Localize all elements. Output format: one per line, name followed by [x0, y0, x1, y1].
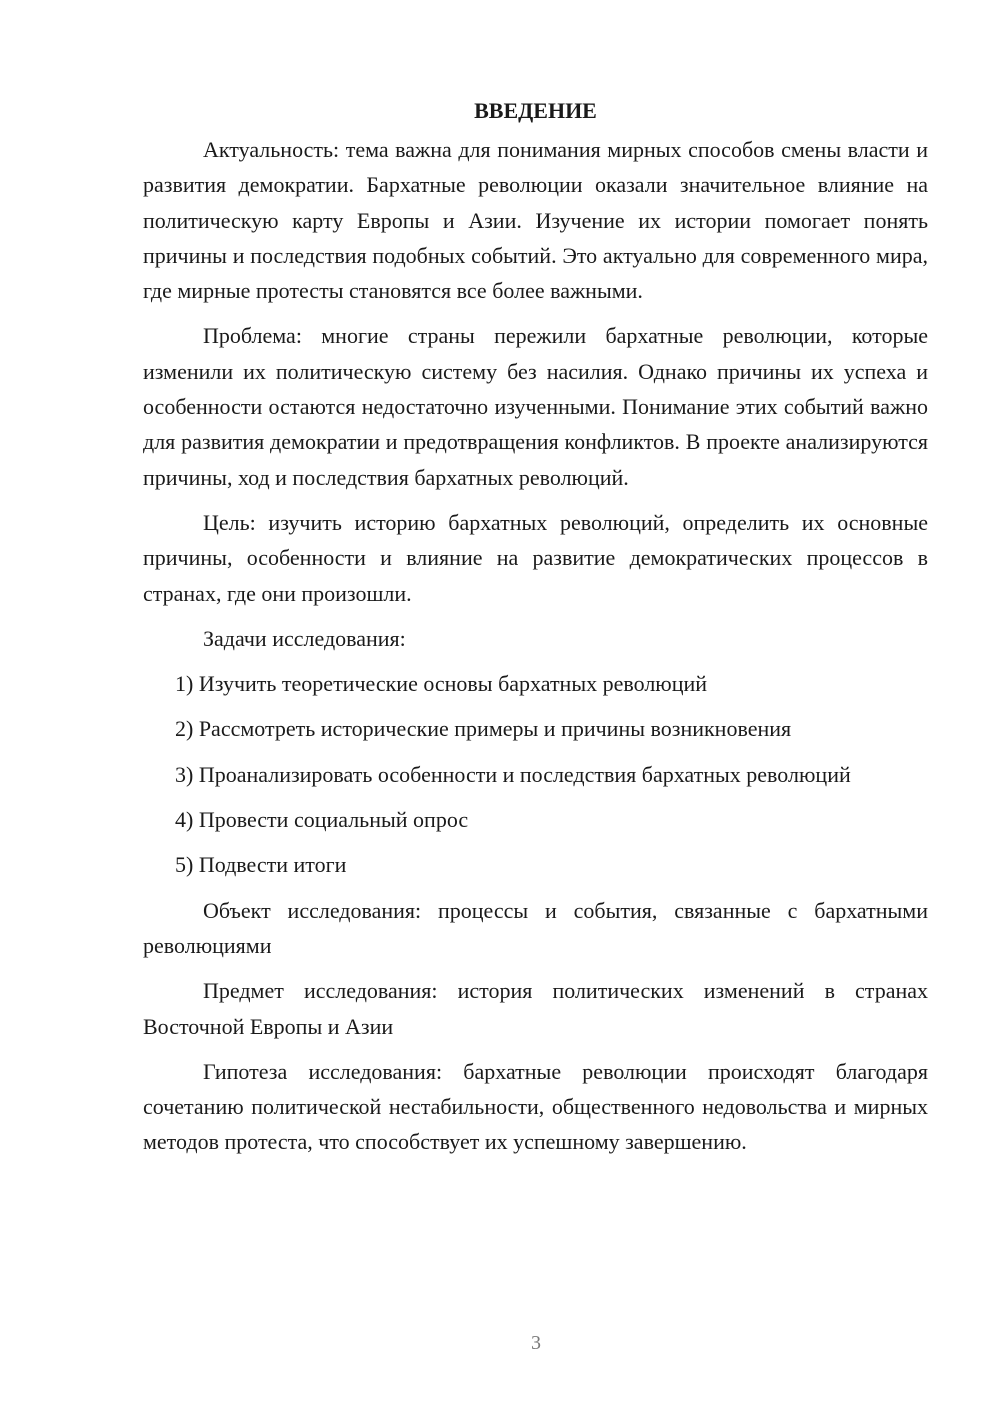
- paragraph-hypothesis: Гипотеза исследования: бархатные революции происходят благодаря сочетанию политической нестабильности, общественного недовольства и мирных методов протеста, что способствует их успешному завершению.: [143, 1058, 928, 1155]
- list-item: 2) Рассмотреть исторические примеры и причины возникновения: [175, 716, 792, 742]
- page-number: 3: [531, 1332, 541, 1354]
- paragraph-object: Объект исследования: процессы и события, связанные с бархатными революциями: [143, 897, 928, 958]
- paragraph-subject: Предмет исследования: история политических изменений в странах Восточной Европы и Азии: [143, 978, 928, 1039]
- paragraph-relevance: Актуальность: тема важна для понимания мирных способов смены власти и развития демократии. Бархатные революции оказали значительное влияние на политическую карту Европы и Азии. Изучение их истории помогает понять причины и последствия подобных событий. Это актуально для современного мира, где мирные протесты становятся все более важными.: [143, 137, 928, 304]
- list-item: 3) Проанализировать особенности и последствия бархатных революций: [175, 761, 851, 787]
- paragraph-problem: Проблема: многие страны пережили бархатные революции, которые изменили их политическую систему без насилия. Однако причины их успеха и особенности остаются недостаточно изученными. Понимание этих событий важно для развития демократии и предотвращения конфликтов. В проекте анализируются причины, ход и последствия бархатных революций.: [143, 323, 928, 490]
- list-item: 5) Подвести итоги: [175, 852, 347, 878]
- paragraph-goal: Цель: изучить историю бархатных революций, определить их основные причины, особенности и влияние на развитие демократических процессов в странах, где они произошли.: [143, 509, 928, 606]
- page-title: ВВЕДЕНИЕ: [474, 98, 597, 123]
- list-item: 4) Провести социальный опрос: [175, 807, 469, 833]
- tasks-heading: Задачи исследования:: [203, 625, 406, 651]
- list-item: 1) Изучить теоретические основы бархатных революций: [175, 671, 708, 697]
- document-page: [143, 93, 928, 1170]
